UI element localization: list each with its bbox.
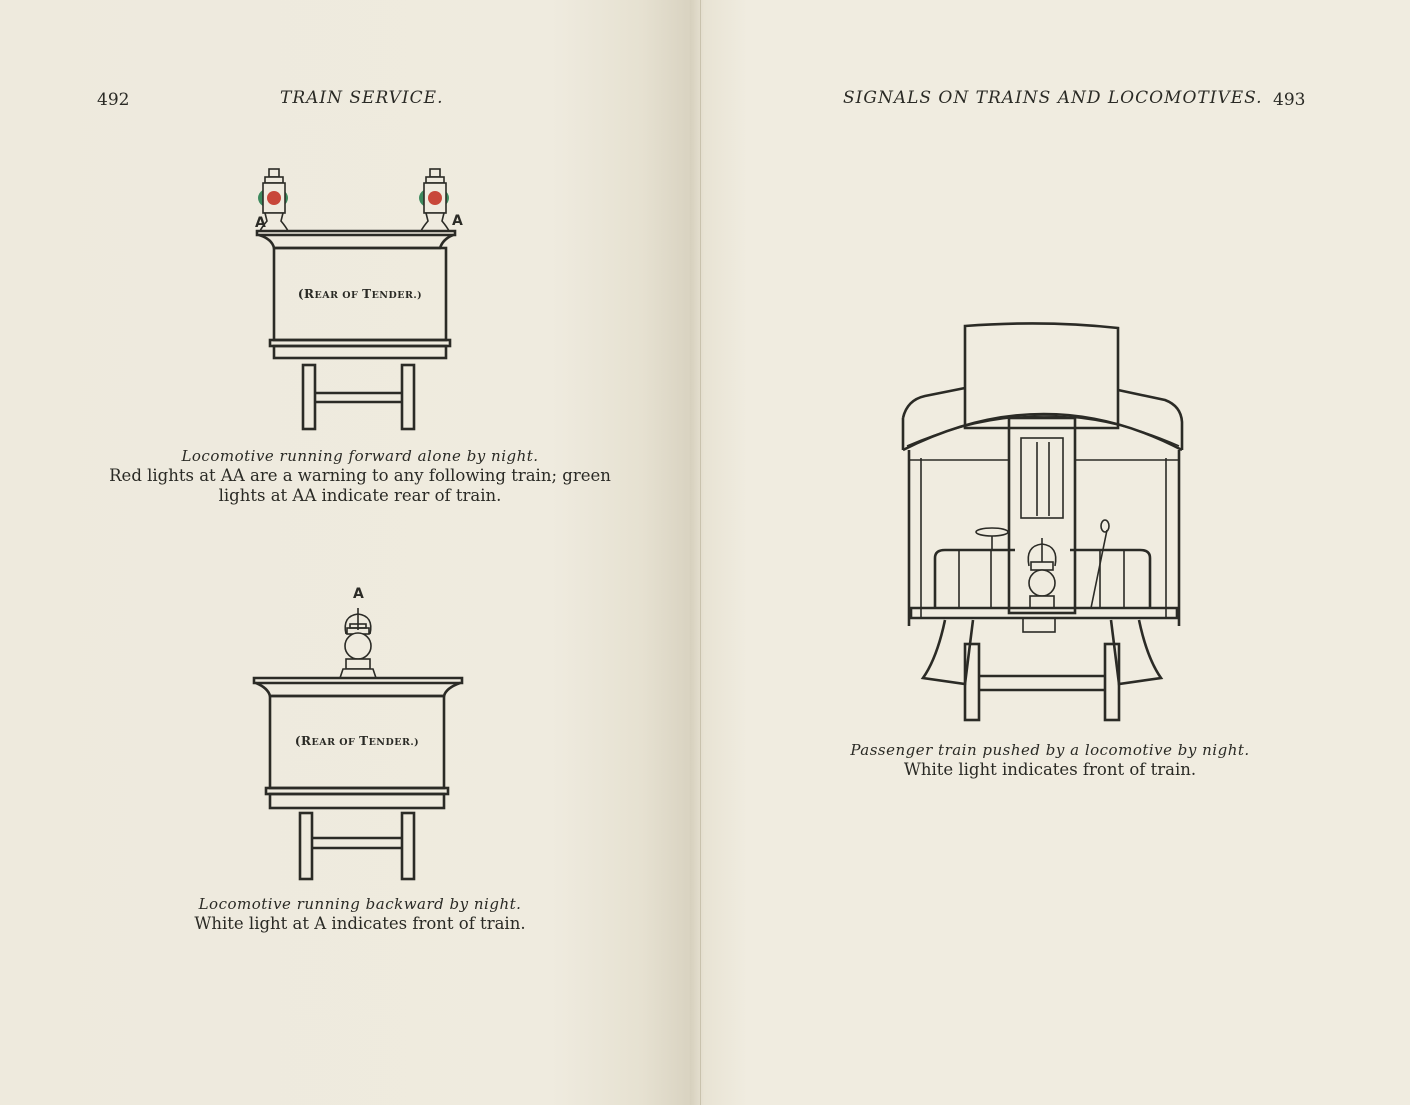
right-running-head: SIGNALS ON TRAINS AND LOCOMOTIVES. bbox=[843, 88, 1263, 108]
caption-forward-line1: Red lights at AA are a warning to any following train; green bbox=[109, 466, 611, 485]
marker-a-left: A bbox=[255, 215, 266, 231]
tender-label-backward: (REAR OF TENDER.) bbox=[294, 734, 420, 748]
caption-passenger bbox=[830, 740, 1270, 780]
white-lamp-icon bbox=[340, 608, 376, 678]
lamp-right-icon bbox=[419, 169, 449, 231]
caption-passenger-line1: White light indicates front of train. bbox=[903, 760, 1197, 779]
right-page-number: 493 bbox=[1273, 90, 1306, 110]
caption-backward bbox=[150, 894, 570, 934]
marker-a-right: A bbox=[452, 213, 463, 229]
marker-a-white-lamp: A bbox=[353, 586, 364, 602]
caption-forward bbox=[90, 446, 630, 506]
book-gutter bbox=[700, 0, 701, 1105]
caption-backward-line1: White light at A indicates front of train. bbox=[194, 914, 526, 933]
passenger-car-illustration bbox=[895, 318, 1195, 728]
caption-backward-title: Locomotive running backward by night. bbox=[198, 895, 522, 913]
caption-forward-line2: lights at AA indicate rear of train. bbox=[218, 486, 502, 505]
left-running-head: TRAIN SERVICE. bbox=[280, 88, 444, 108]
caption-passenger-title: Passenger train pushed by a locomotive by night. bbox=[850, 741, 1250, 759]
caption-forward-title: Locomotive running forward alone by night. bbox=[181, 447, 539, 465]
white-lamp-icon bbox=[1028, 538, 1056, 608]
left-page-number: 492 bbox=[97, 90, 130, 110]
tender-label-forward: (REAR OF TENDER.) bbox=[297, 287, 423, 301]
